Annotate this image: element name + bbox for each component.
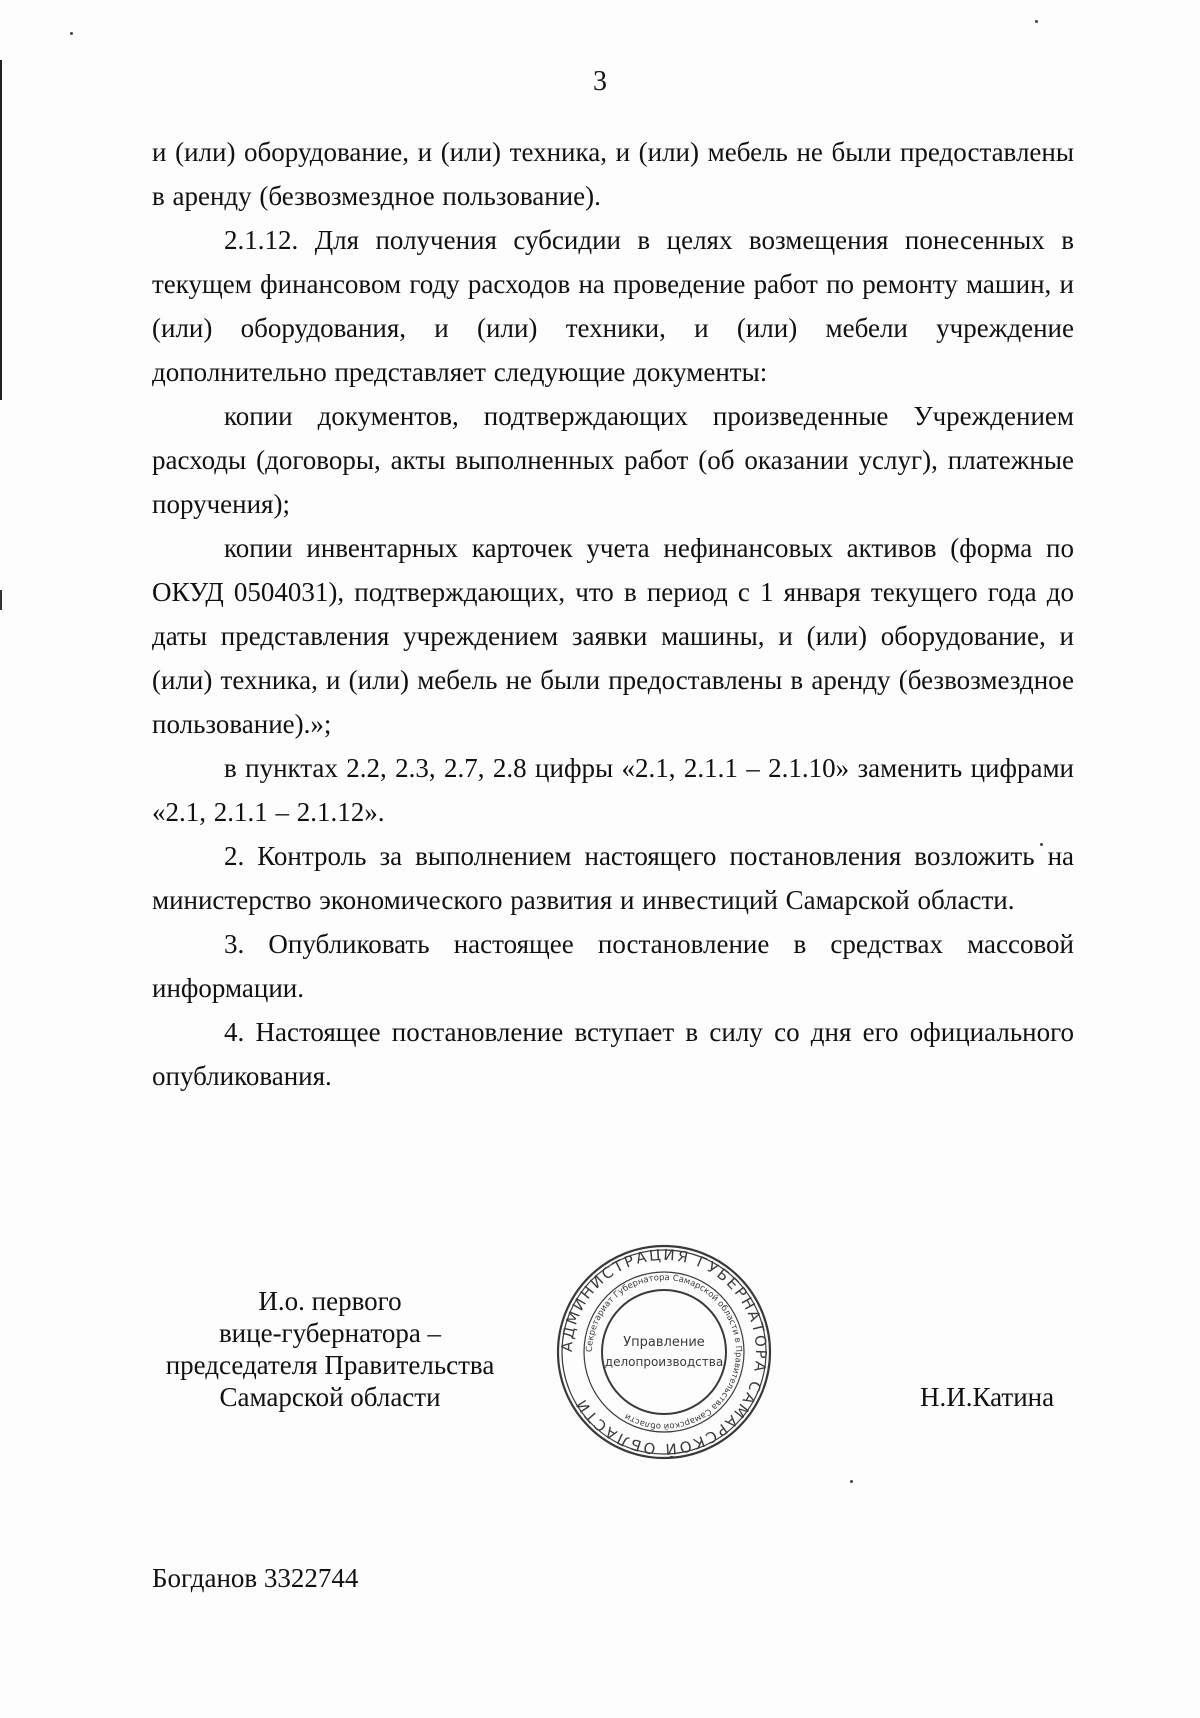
official-stamp [552,1240,776,1464]
signature-title-line: И.о. первого [258,1286,402,1316]
document-paragraph: 2. Контроль за выполнением настоящего постановления возложить на министерство экономического развития и инвестиций Самарской области. [152,841,1074,915]
stamp-seal [552,1240,776,1464]
signature-title-line: вице-губернатора – [218,1318,442,1348]
document-paragraph: в пунктах 2.2, 2.3, 2.7, 2.8 цифры «2.1, 2.1.1 – 2.1.10» заменить цифрами «2.1, 2.1.1 – 2.1.12». [152,753,1074,827]
signature-title-line: председателя Правительства [165,1350,495,1380]
document-paragraph: копии инвентарных карточек учета нефинансовых активов (форма по ОКУД 0504031), подтверждающих, что в период с 1 января текущего года до даты представления учреждением заявки машины, и (или) оборудование, и (или) техника, и (или) мебель не были предоставлены в аренду (безвозмездное пользование).»; [152,533,1074,739]
svg-text:Секретариат Губернатора Самарс [585,1273,743,1431]
document-paragraph: 2.1.12. Для получения субсидии в целях возмещения понесенных в текущем финансовом году расходов на проведение работ по ремонту машин, и (или) оборудования, и (или) техники, и (или) мебели учреждение дополнительно представляет следующие документы: [152,225,1074,387]
document-body [152,130,1074,1098]
scan-speck [70,32,73,35]
stamp-center-line: Управление [623,1335,705,1350]
stamp-outer-text: АДМИНИСТРАЦИЯ ГУБЕРНАТОРА САМАРСКОЙ ОБЛАСТИ [557,1245,771,1459]
scan-speck [1035,20,1038,23]
document-paragraph: и (или) оборудование, и (или) техника, и (или) мебель не были предоставлены в аренду (безвозмездное пользование). [152,137,1074,211]
stamp-center-line: делопроизводства [604,1355,724,1369]
executor-contact: Богданов 3322744 [152,1563,359,1593]
document-paragraph: копии документов, подтверждающих произведенные Учреждением расходы (договоры, акты выполненных работ (об оказании услуг), платежные поручения); [152,401,1074,519]
document-paragraph: 3. Опубликовать настоящее постановление в средствах массовой информации. [152,929,1074,1003]
stamp-inner-text: Секретариат Губернатора Самарской области в Правительства Самарской области [584,1272,744,1432]
scan-speck [850,1480,853,1483]
signature-title-line: Самарской области [219,1382,441,1412]
document-paragraph: 4. Настоящее постановление вступает в силу со дня его официального опубликования. [152,1017,1074,1091]
signature-title-block [150,1285,510,1413]
page-number: 3 [593,66,607,97]
scan-edge-mark [0,60,2,400]
scan-edge-mark [0,590,2,610]
signer-name: Н.И.Катина [920,1382,1055,1412]
